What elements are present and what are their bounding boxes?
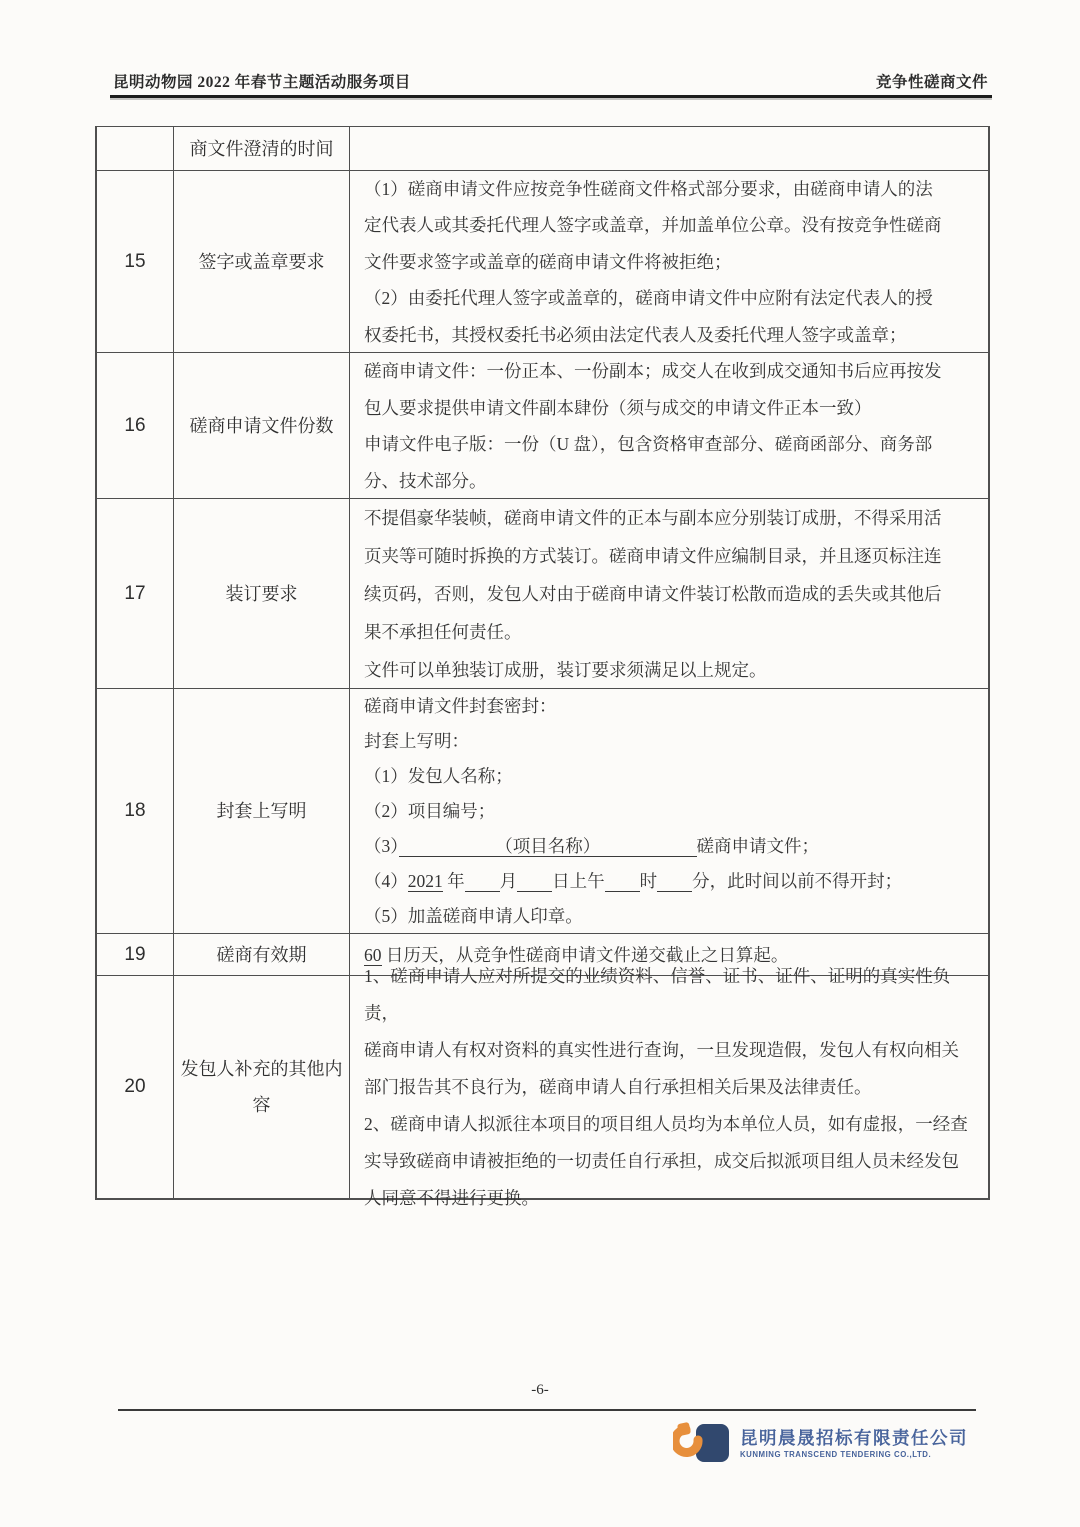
- page-header: [113, 70, 988, 92]
- text-line: 磋商申请文件封套密封：: [364, 696, 557, 716]
- company-logo-text: [740, 1428, 968, 1459]
- text-line: 1、磋商申请人应对所提交的业绩资料、信誉、证书、证件、证明的真实性负责，: [364, 966, 951, 1023]
- text-line: 文件要求签字或盖章的磋商申请文件将被拒绝；: [364, 251, 732, 272]
- row-number: 15: [97, 171, 174, 352]
- text-line: 果不承担任何责任。: [364, 622, 522, 642]
- table-row-17: [97, 499, 988, 689]
- table-row-continuation: [97, 127, 988, 171]
- company-logo-icon: [673, 1420, 731, 1468]
- text-line: 页夹等可随时拆换的方式装订。磋商申请文件应编制目录，并且逐页标注连: [364, 546, 942, 566]
- text-line: （2）项目编号；: [364, 801, 496, 821]
- text-line: 部门报告其不良行为，磋商申请人自行承担相关后果及法律责任。: [364, 1077, 872, 1097]
- text-line: （3） （项目名称） 磋商申请文件；: [364, 836, 819, 856]
- text-line: 磋商申请文件：一份正本、一份副本；成交人在收到成交通知书后应再按发: [364, 361, 942, 381]
- row-content: [350, 171, 988, 352]
- text-line: 包人要求提供申请文件副本肆份（须与成交的申请文件正本一致）: [364, 397, 872, 418]
- text-line: 定代表人或其委托代理人签字或盖章，并加盖单位公章。没有按竞争性磋商: [364, 215, 942, 236]
- row-content: [350, 966, 988, 1208]
- row-number: 18: [97, 689, 174, 933]
- company-logo: [673, 1420, 968, 1468]
- text-line: 不提倡豪华装帧，磋商申请文件的正本与副本应分别装订成册，不得采用活: [364, 508, 942, 528]
- row-content: [350, 353, 988, 498]
- table-row-15: [97, 171, 988, 353]
- row-content: [350, 499, 988, 688]
- text-line: 权委托书，其授权委托书必须由法定代表人及委托代理人签字或盖章；: [364, 324, 907, 345]
- row-number: [97, 127, 174, 170]
- row-number: 17: [97, 499, 174, 688]
- row-content: [350, 689, 988, 933]
- header-right-title: 竞争性磋商文件: [875, 74, 988, 91]
- text-line: 实导致磋商申请被拒绝的一切责任自行承担，成交后拟派项目组人员未经发包: [364, 1151, 959, 1171]
- header-left-title: 昆明动物园 2022 年春节主题活动服务项目: [113, 74, 411, 91]
- row-label: 发包人补充的其他内容: [174, 976, 350, 1198]
- text-line: 人同意不得进行更换。: [364, 1188, 539, 1208]
- text-line: 续页码，否则，发包人对由于磋商申请文件装订松散而造成的丢失或其他后: [364, 584, 942, 604]
- company-name-en: KUNMING TRANSCEND TENDERING CO.,LTD.: [740, 1449, 932, 1459]
- page-number: -6-: [531, 1382, 549, 1398]
- footer-rule: [118, 1409, 976, 1411]
- text-line: 文件可以单独装订成册，装订要求须满足以上规定。: [364, 660, 767, 680]
- row-number: 20: [97, 976, 174, 1198]
- text-line: （5）加盖磋商申请人印章。: [364, 906, 583, 926]
- text-line: 申请文件电子版：一份（U 盘），包含资格审查部分、磋商函部分、商务部: [364, 434, 933, 454]
- row-label: 装订要求: [174, 499, 350, 688]
- header-rule: [110, 95, 992, 98]
- table-row-18: [97, 689, 988, 934]
- row-label: 签字或盖章要求: [174, 171, 350, 352]
- text-line: （1）磋商申请文件应按竞争性磋商文件格式部分要求，由磋商申请人的法: [364, 178, 933, 199]
- text-line: 分、技术部分。: [364, 470, 487, 491]
- text-line: （2）由委托代理人签字或盖章的，磋商申请文件中应附有法定代表人的授: [364, 288, 933, 309]
- row-label: 磋商有效期: [174, 934, 350, 975]
- table-row-20: [97, 966, 988, 1208]
- row-label: 封套上写明: [174, 689, 350, 933]
- instructions-table: [95, 126, 990, 1208]
- row-number: 16: [97, 353, 174, 498]
- company-name-cn: 昆明晨晟招标有限责任公司: [740, 1428, 968, 1449]
- row-label: 商文件澄清的时间: [174, 127, 350, 170]
- text-line: 60 日历天，从竞争性磋商申请文件递交截止之日算起。: [364, 945, 789, 965]
- row-label: 磋商申请文件份数: [174, 353, 350, 498]
- table-row-16: [97, 353, 988, 499]
- text-line: （1）发包人名称；: [364, 766, 513, 786]
- text-line: 封套上写明：: [364, 731, 469, 751]
- row-content: [350, 127, 988, 170]
- text-line: （4）2021 年 月 日上午 时 分，此时间以前不得开封；: [364, 871, 903, 891]
- text-line: 磋商申请人有权对资料的真实性进行查询，一旦发现造假，发包人有权向相关: [364, 1040, 959, 1060]
- row-number: 19: [97, 934, 174, 975]
- text-line: 2、磋商申请人拟派往本项目的项目组人员均为本单位人员，如有虚报，一经查: [364, 1114, 968, 1134]
